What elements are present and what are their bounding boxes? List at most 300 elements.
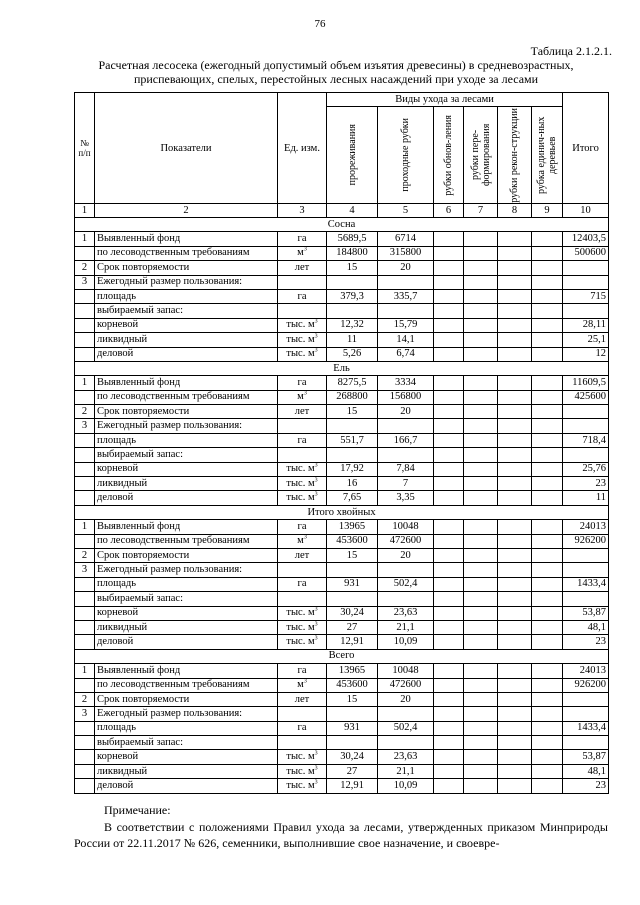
cell-reformation <box>464 419 498 433</box>
cell-renewal <box>434 433 464 447</box>
header-type-single-trees: рубка единич-ных деревьев <box>532 107 563 204</box>
cell-total: 23 <box>563 635 609 649</box>
cell-num: 3 <box>75 275 95 289</box>
cell-single-trees <box>532 405 563 419</box>
table-row <box>75 347 609 361</box>
table-row <box>75 491 609 505</box>
cell-single-trees <box>532 390 563 404</box>
table-caption: Расчетная лесосека (ежегодный допустимый объем изъятия древесины) в средневозрастных, приспевающих, спелых, перестойных лесных насаждений при уходе за лесами <box>98 58 574 86</box>
allowable-cut-table <box>74 92 609 794</box>
col-number: 9 <box>532 204 563 218</box>
cell-total <box>563 548 609 562</box>
unit-text: тыс. м <box>286 477 315 489</box>
cell-reformation <box>464 750 498 764</box>
cell-thinning: 15 <box>327 405 378 419</box>
cell-total: 23 <box>563 477 609 491</box>
cell-thinning: 30,24 <box>327 750 378 764</box>
cell-unit <box>278 419 327 433</box>
cell-single-trees <box>532 246 563 260</box>
cell-single-trees <box>532 736 563 750</box>
cell-reconstruction <box>498 520 532 534</box>
cell-indicator: выбираемый запас: <box>95 736 278 750</box>
cell-reconstruction <box>498 304 532 318</box>
cell-indicator: Выявленный фонд <box>95 376 278 390</box>
cell-passage-cutting: 14,1 <box>378 333 434 347</box>
cell-indicator: деловой <box>95 635 278 649</box>
cell-thinning: 11 <box>327 333 378 347</box>
cell-thinning: 17,92 <box>327 462 378 476</box>
col-number: 10 <box>563 204 609 218</box>
cell-total <box>563 448 609 462</box>
cell-thinning: 931 <box>327 721 378 735</box>
cell-num <box>75 318 95 332</box>
cell-num <box>75 678 95 692</box>
unit-text: тыс. м <box>286 765 315 777</box>
cell-num <box>75 620 95 634</box>
unit-text: тыс. м <box>286 319 315 331</box>
cell-unit <box>278 491 327 505</box>
cell-renewal <box>434 635 464 649</box>
cell-indicator: Срок повторяемости <box>95 261 278 275</box>
cell-total: 11 <box>563 491 609 505</box>
unit-text: тыс. м <box>286 607 315 619</box>
cell-total: 53,87 <box>563 750 609 764</box>
cell-reconstruction <box>498 275 532 289</box>
cell-unit <box>278 692 327 706</box>
cell-reconstruction <box>498 347 532 361</box>
col-number: 4 <box>327 204 378 218</box>
cell-indicator: Ежегодный размер пользования: <box>95 707 278 721</box>
cell-total <box>563 405 609 419</box>
cell-num: 2 <box>75 405 95 419</box>
cell-num <box>75 635 95 649</box>
cell-reconstruction <box>498 563 532 577</box>
cell-single-trees <box>532 721 563 735</box>
cell-indicator: Срок повторяемости <box>95 405 278 419</box>
cell-unit <box>278 664 327 678</box>
unit-text: м <box>297 535 304 547</box>
cell-indicator: корневой <box>95 462 278 476</box>
cell-unit <box>278 678 327 692</box>
cell-single-trees <box>532 592 563 606</box>
cell-renewal <box>434 779 464 793</box>
cell-thinning: 5689,5 <box>327 232 378 246</box>
cell-reformation <box>464 462 498 476</box>
cell-passage-cutting: 6714 <box>378 232 434 246</box>
cell-unit <box>278 779 327 793</box>
cell-indicator: площадь <box>95 721 278 735</box>
cell-renewal <box>434 664 464 678</box>
cell-thinning <box>327 707 378 721</box>
cell-indicator: площадь <box>95 433 278 447</box>
cell-reconstruction <box>498 779 532 793</box>
table-row <box>75 664 609 678</box>
cell-single-trees <box>532 764 563 778</box>
cell-single-trees <box>532 491 563 505</box>
header-num: № п/п <box>75 93 95 204</box>
table-row <box>75 548 609 562</box>
cell-thinning: 15 <box>327 261 378 275</box>
unit-text: тыс. м <box>286 348 315 360</box>
unit-superscript: 3 <box>314 635 318 642</box>
cell-passage-cutting <box>378 736 434 750</box>
cell-thinning: 15 <box>327 692 378 706</box>
cell-single-trees <box>532 678 563 692</box>
cell-reconstruction <box>498 707 532 721</box>
table-row <box>75 405 609 419</box>
cell-single-trees <box>532 376 563 390</box>
cell-unit <box>278 318 327 332</box>
table-row <box>75 261 609 275</box>
cell-reformation <box>464 390 498 404</box>
cell-thinning: 30,24 <box>327 606 378 620</box>
cell-total: 926200 <box>563 534 609 548</box>
cell-thinning: 12,32 <box>327 318 378 332</box>
cell-unit <box>278 721 327 735</box>
cell-unit <box>278 635 327 649</box>
cell-single-trees <box>532 347 563 361</box>
cell-reconstruction <box>498 419 532 433</box>
header-indicator: Показатели <box>95 93 278 204</box>
cell-thinning <box>327 448 378 462</box>
cell-num: 3 <box>75 707 95 721</box>
section-title: Ель <box>75 361 609 375</box>
cell-renewal <box>434 376 464 390</box>
header-types-group: Виды ухода за лесами <box>327 93 563 107</box>
cell-reformation <box>464 491 498 505</box>
cell-reconstruction <box>498 318 532 332</box>
cell-passage-cutting: 6,74 <box>378 347 434 361</box>
cell-reconstruction <box>498 678 532 692</box>
cell-thinning: 15 <box>327 548 378 562</box>
cell-reconstruction <box>498 246 532 260</box>
cell-renewal <box>434 275 464 289</box>
cell-unit <box>278 405 327 419</box>
cell-unit <box>278 433 327 447</box>
cell-total: 24013 <box>563 664 609 678</box>
cell-passage-cutting <box>378 419 434 433</box>
unit-superscript: 3 <box>303 534 307 541</box>
cell-renewal <box>434 333 464 347</box>
cell-indicator: Срок повторяемости <box>95 548 278 562</box>
cell-unit <box>278 333 327 347</box>
cell-unit <box>278 232 327 246</box>
cell-passage-cutting: 335,7 <box>378 289 434 303</box>
cell-renewal <box>434 405 464 419</box>
cell-indicator: деловой <box>95 779 278 793</box>
cell-passage-cutting: 10048 <box>378 664 434 678</box>
cell-reformation <box>464 318 498 332</box>
cell-thinning: 551,7 <box>327 433 378 447</box>
cell-renewal <box>434 304 464 318</box>
cell-single-trees <box>532 779 563 793</box>
cell-indicator: Ежегодный размер пользования: <box>95 419 278 433</box>
cell-indicator: по лесоводственным требованиям <box>95 246 278 260</box>
cell-unit <box>278 261 327 275</box>
header-type-reconstruction: рубки рекон-струкции <box>498 107 532 204</box>
cell-indicator: выбираемый запас: <box>95 448 278 462</box>
cell-single-trees <box>532 275 563 289</box>
cell-num: 3 <box>75 563 95 577</box>
cell-indicator: по лесоводственным требованиям <box>95 678 278 692</box>
cell-thinning <box>327 304 378 318</box>
cell-indicator: Выявленный фонд <box>95 664 278 678</box>
cell-passage-cutting: 23,63 <box>378 750 434 764</box>
cell-passage-cutting <box>378 304 434 318</box>
unit-text: га <box>297 434 307 446</box>
cell-indicator: выбираемый запас: <box>95 304 278 318</box>
cell-total: 48,1 <box>563 620 609 634</box>
cell-passage-cutting <box>378 707 434 721</box>
cell-unit <box>278 477 327 491</box>
cell-num: 3 <box>75 419 95 433</box>
cell-total: 24013 <box>563 520 609 534</box>
unit-superscript: 3 <box>314 462 318 469</box>
cell-num <box>75 433 95 447</box>
cell-passage-cutting: 23,63 <box>378 606 434 620</box>
cell-unit <box>278 592 327 606</box>
cell-indicator: ликвидный <box>95 333 278 347</box>
unit-text: га <box>297 233 307 245</box>
cell-total: 926200 <box>563 678 609 692</box>
cell-single-trees <box>532 462 563 476</box>
cell-num: 1 <box>75 664 95 678</box>
cell-total <box>563 304 609 318</box>
cell-indicator: ликвидный <box>95 620 278 634</box>
cell-reconstruction <box>498 664 532 678</box>
cell-unit <box>278 246 327 260</box>
table-row <box>75 520 609 534</box>
cell-single-trees <box>532 520 563 534</box>
cell-thinning: 13965 <box>327 520 378 534</box>
cell-total: 1433,4 <box>563 721 609 735</box>
cell-thinning <box>327 592 378 606</box>
cell-reformation <box>464 304 498 318</box>
section-header-row <box>75 505 609 519</box>
cell-renewal <box>434 592 464 606</box>
cell-indicator: корневой <box>95 750 278 764</box>
header-type-reformation: рубки пере-формирования <box>464 107 498 204</box>
cell-unit <box>278 750 327 764</box>
unit-text: тыс. м <box>286 492 315 504</box>
cell-num <box>75 534 95 548</box>
table-row <box>75 534 609 548</box>
cell-single-trees <box>532 563 563 577</box>
cell-thinning: 8275,5 <box>327 376 378 390</box>
cell-num: 1 <box>75 520 95 534</box>
unit-text: тыс. м <box>286 779 315 791</box>
cell-reformation <box>464 333 498 347</box>
cell-unit <box>278 563 327 577</box>
cell-reformation <box>464 606 498 620</box>
cell-single-trees <box>532 232 563 246</box>
cell-thinning: 12,91 <box>327 635 378 649</box>
cell-num <box>75 289 95 303</box>
cell-reconstruction <box>498 736 532 750</box>
cell-reconstruction <box>498 635 532 649</box>
unit-text: лет <box>294 549 310 561</box>
table-row <box>75 692 609 706</box>
cell-thinning: 5,26 <box>327 347 378 361</box>
cell-single-trees <box>532 750 563 764</box>
cell-single-trees <box>532 318 563 332</box>
cell-num <box>75 577 95 591</box>
cell-reconstruction <box>498 764 532 778</box>
section-header-row <box>75 361 609 375</box>
cell-indicator: выбираемый запас: <box>95 592 278 606</box>
cell-renewal <box>434 318 464 332</box>
cell-indicator: ликвидный <box>95 764 278 778</box>
cell-reconstruction <box>498 448 532 462</box>
cell-single-trees <box>532 692 563 706</box>
section-title: Сосна <box>75 218 609 232</box>
cell-num: 2 <box>75 548 95 562</box>
unit-superscript: 3 <box>314 621 318 628</box>
cell-unit <box>278 275 327 289</box>
table-row <box>75 246 609 260</box>
cell-reconstruction <box>498 491 532 505</box>
cell-single-trees <box>532 304 563 318</box>
cell-single-trees <box>532 433 563 447</box>
cell-reformation <box>464 246 498 260</box>
cell-reconstruction <box>498 721 532 735</box>
cell-num <box>75 333 95 347</box>
cell-thinning <box>327 419 378 433</box>
note-title: Примечание: <box>104 803 171 817</box>
cell-reformation <box>464 592 498 606</box>
table-label: Таблица 2.1.2.1. <box>530 44 612 58</box>
unit-text: га <box>297 376 307 388</box>
header-type-passage-cutting: проходные рубки <box>378 107 434 204</box>
cell-reconstruction <box>498 692 532 706</box>
cell-total: 12403,5 <box>563 232 609 246</box>
cell-passage-cutting: 3334 <box>378 376 434 390</box>
cell-reformation <box>464 678 498 692</box>
cell-total: 53,87 <box>563 606 609 620</box>
unit-text: га <box>297 290 307 302</box>
cell-passage-cutting: 20 <box>378 261 434 275</box>
table-row <box>75 635 609 649</box>
note-text: В соответствии с положениями Правил ухода за лесами, утвержденных приказом Минприроды России от 22.11.2017 № 626, семенники, выполнившие свое назначение, и своевре- <box>74 820 608 850</box>
cell-reconstruction <box>498 261 532 275</box>
cell-thinning: 453600 <box>327 534 378 548</box>
cell-reconstruction <box>498 390 532 404</box>
cell-num <box>75 764 95 778</box>
cell-reformation <box>464 477 498 491</box>
col-number: 6 <box>434 204 464 218</box>
cell-total <box>563 736 609 750</box>
cell-total <box>563 592 609 606</box>
cell-reformation <box>464 664 498 678</box>
cell-reformation <box>464 721 498 735</box>
cell-single-trees <box>532 289 563 303</box>
unit-superscript: 3 <box>314 765 318 772</box>
cell-total: 28,11 <box>563 318 609 332</box>
cell-num <box>75 736 95 750</box>
unit-superscript: 3 <box>314 491 318 498</box>
cell-reformation <box>464 275 498 289</box>
cell-num <box>75 390 95 404</box>
cell-unit <box>278 534 327 548</box>
cell-passage-cutting <box>378 275 434 289</box>
unit-text: тыс. м <box>286 636 315 648</box>
cell-reformation <box>464 376 498 390</box>
cell-indicator: корневой <box>95 606 278 620</box>
cell-renewal <box>434 678 464 692</box>
table-row <box>75 592 609 606</box>
cell-reformation <box>464 707 498 721</box>
cell-reformation <box>464 347 498 361</box>
unit-text: м <box>297 247 304 259</box>
cell-reconstruction <box>498 289 532 303</box>
table-row <box>75 750 609 764</box>
cell-renewal <box>434 606 464 620</box>
cell-num <box>75 448 95 462</box>
cell-passage-cutting: 20 <box>378 405 434 419</box>
cell-thinning: 379,3 <box>327 289 378 303</box>
cell-renewal <box>434 563 464 577</box>
unit-superscript: 3 <box>314 606 318 613</box>
col-number: 3 <box>278 204 327 218</box>
cell-single-trees <box>532 261 563 275</box>
cell-renewal <box>434 232 464 246</box>
cell-total: 1433,4 <box>563 577 609 591</box>
cell-indicator: Ежегодный размер пользования: <box>95 563 278 577</box>
section-title: Всего <box>75 649 609 663</box>
cell-unit <box>278 606 327 620</box>
cell-passage-cutting: 502,4 <box>378 721 434 735</box>
cell-reformation <box>464 548 498 562</box>
cell-renewal <box>434 390 464 404</box>
cell-reformation <box>464 289 498 303</box>
cell-unit <box>278 462 327 476</box>
cell-reformation <box>464 764 498 778</box>
cell-thinning: 268800 <box>327 390 378 404</box>
header-unit: Ед. изм. <box>278 93 327 204</box>
cell-reformation <box>464 577 498 591</box>
cell-thinning: 184800 <box>327 246 378 260</box>
cell-reformation <box>464 261 498 275</box>
cell-single-trees <box>532 606 563 620</box>
cell-num <box>75 721 95 735</box>
table-row <box>75 721 609 735</box>
unit-text: лет <box>294 261 310 273</box>
cell-reformation <box>464 405 498 419</box>
header-total: Итого <box>563 93 609 204</box>
cell-passage-cutting: 10,09 <box>378 635 434 649</box>
cell-reconstruction <box>498 577 532 591</box>
cell-thinning <box>327 563 378 577</box>
table-row <box>75 563 609 577</box>
cell-reconstruction <box>498 620 532 634</box>
cell-num <box>75 606 95 620</box>
cell-reformation <box>464 620 498 634</box>
cell-thinning: 27 <box>327 764 378 778</box>
col-number: 5 <box>378 204 434 218</box>
unit-text: тыс. м <box>286 463 315 475</box>
unit-text: га <box>297 722 307 734</box>
cell-unit <box>278 448 327 462</box>
table-row <box>75 289 609 303</box>
cell-single-trees <box>532 448 563 462</box>
cell-renewal <box>434 577 464 591</box>
cell-total <box>563 563 609 577</box>
cell-single-trees <box>532 635 563 649</box>
cell-reconstruction <box>498 750 532 764</box>
cell-reconstruction <box>498 592 532 606</box>
cell-thinning: 7,65 <box>327 491 378 505</box>
cell-num <box>75 347 95 361</box>
